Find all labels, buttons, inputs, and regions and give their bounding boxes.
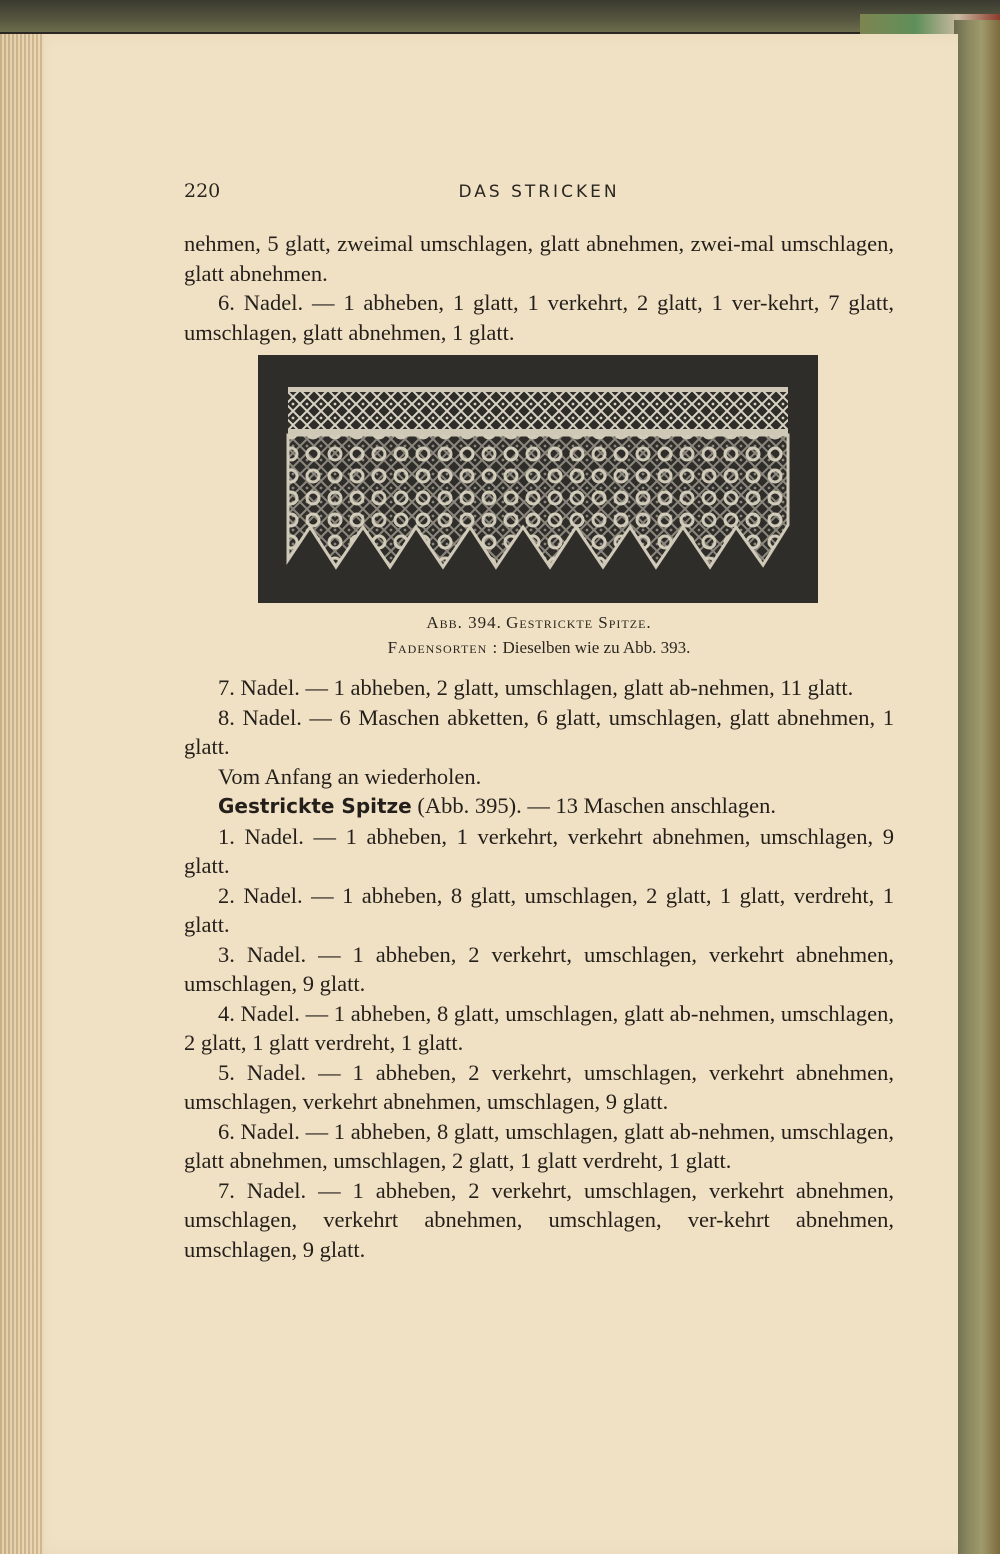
- section-heading-rest: (Abb. 395). — 13 Maschen anschlagen.: [417, 793, 777, 818]
- body-text: [184, 673, 894, 1264]
- book-top-edge: [0, 0, 1000, 32]
- yarn-text: Dieselben wie zu Abb. 393.: [502, 638, 691, 657]
- paragraph: 6. Nadel. — 1 abheben, 8 glatt, umschlagen, glatt ab-nehmen, umschlagen, glatt abnehmen, umschlagen, 2 glatt, 1 glatt verdreht, 1 glatt.: [184, 1118, 894, 1173]
- page-number: 220: [184, 180, 221, 202]
- paragraph: nehmen, 5 glatt, zweimal umschlagen, glatt abnehmen, zwei-mal umschlagen, glatt abnehmen.: [184, 231, 894, 286]
- lace-illustration: [258, 355, 818, 603]
- figure-title: Gestrickte Spitze.: [506, 613, 652, 632]
- page-header: [184, 180, 894, 204]
- page-stack-edge: [0, 34, 44, 1554]
- running-title: DAS STRICKEN: [458, 182, 620, 202]
- figure-yarn-note: [184, 638, 894, 658]
- yarn-label: Fadensorten :: [387, 638, 499, 657]
- paragraph: 4. Nadel. — 1 abheben, 8 glatt, umschlagen, glatt ab-nehmen, umschlagen, 2 glatt, 1 glatt verdreht, 1 glatt.: [184, 1000, 894, 1055]
- book-cover-edge: [954, 20, 1000, 1554]
- paragraph: 8. Nadel. — 6 Maschen abketten, 6 glatt, umschlagen, glatt abnehmen, 1 glatt.: [184, 704, 894, 759]
- paragraph: 3. Nadel. — 1 abheben, 2 verkehrt, umschlagen, verkehrt abnehmen, umschlagen, 9 glatt.: [184, 941, 894, 996]
- paragraph: 2. Nadel. — 1 abheben, 8 glatt, umschlagen, 2 glatt, 1 glatt, verdreht, 1 glatt.: [184, 882, 894, 937]
- figure-caption: [184, 613, 894, 633]
- paragraph: Vom Anfang an wiederholen.: [218, 763, 482, 789]
- paragraph: 7. Nadel. — 1 abheben, 2 verkehrt, umschlagen, verkehrt abnehmen, umschlagen, verkehrt abnehmen, umschlagen, ver-kehrt abnehmen, umschlagen, 9 glatt.: [184, 1177, 894, 1262]
- intro-text: [184, 229, 894, 347]
- paragraph: 6. Nadel. — 1 abheben, 1 glatt, 1 verkehrt, 2 glatt, 1 ver-kehrt, 7 glatt, umschlagen, glatt abnehmen, 1 glatt.: [184, 290, 894, 345]
- figure-label: Abb. 394.: [426, 613, 502, 632]
- section-intro: [184, 791, 894, 822]
- paragraph: 7. Nadel. — 1 abheben, 2 glatt, umschlagen, glatt ab-nehmen, 11 glatt.: [218, 675, 854, 700]
- section-heading: Gestrickte Spitze: [218, 794, 412, 818]
- paragraph: 5. Nadel. — 1 abheben, 2 verkehrt, umschlagen, verkehrt abnehmen, umschlagen, verkehrt abnehmen, umschlagen, 9 glatt.: [184, 1059, 894, 1114]
- lace-image: [258, 355, 818, 603]
- paragraph: 1. Nadel. — 1 abheben, 1 verkehrt, verkehrt abnehmen, umschlagen, 9 glatt.: [184, 823, 894, 878]
